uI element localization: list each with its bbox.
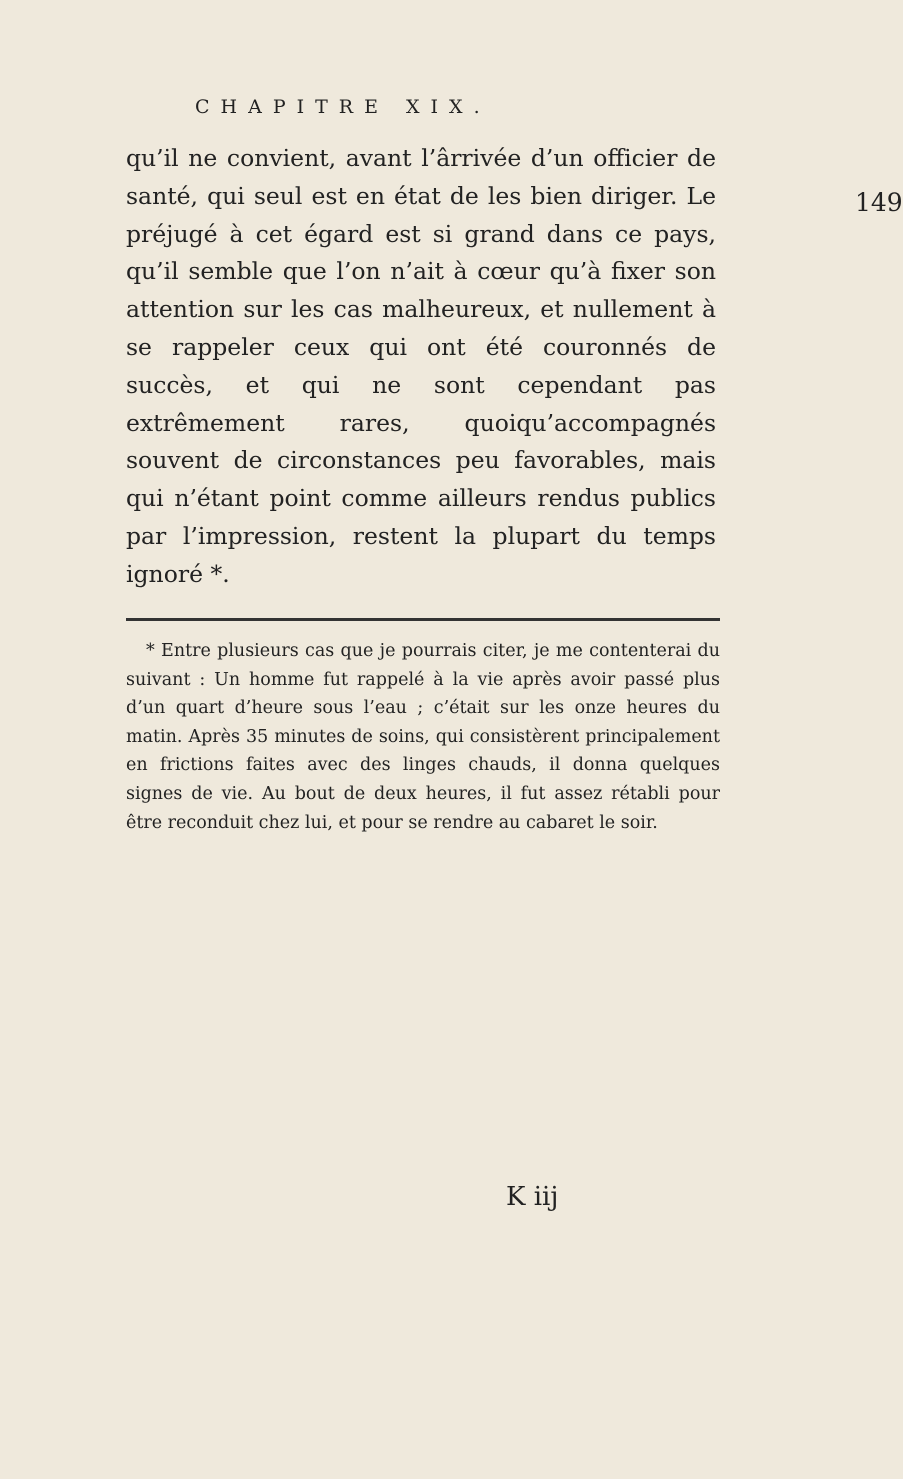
footnote: * Entre plusieurs cas que je pourrais citer, je me contenterai du suivant : Un homme fut rappelé à la vie après avoir passé plus d’un quart d’heure sous l’eau ; c’était sur les onze heures du matin. Après 35 minutes de soins, qui consistèrent principalement en frictions faites avec des linges chauds, il donna quelques signes de vie. Au bout de deux heures, il fut assez rétabli pour être reconduit chez lui, et pour se rendre au cabaret le soir.: [126, 641, 720, 833]
running-head: [195, 96, 903, 217]
page-number: 149: [855, 188, 903, 217]
chapter-title: CHAPITRE XIX.: [195, 96, 491, 118]
footnote-separator: [126, 618, 720, 621]
signature-mark: K iij: [506, 1182, 559, 1212]
main-paragraph: qu’il ne convient, avant l’ârrivée d’un officier de santé, qui seul est en état de les bien diriger. Le préjugé à cet égard est si grand dans ce pays, qu’il semble que l’on n’ait à cœur qu’à fixer son attention sur les cas malheureux, et nullement à se rappeler ceux qui ont été couronnés de succès, et qui ne sont cependant pas extrêmement rares, quoiqu’accompagnés souvent de circonstances peu favorables, mais qui n’étant point comme ailleurs rendus publics par l’impression, restent la plupart du temps ignoré *.: [126, 144, 716, 588]
